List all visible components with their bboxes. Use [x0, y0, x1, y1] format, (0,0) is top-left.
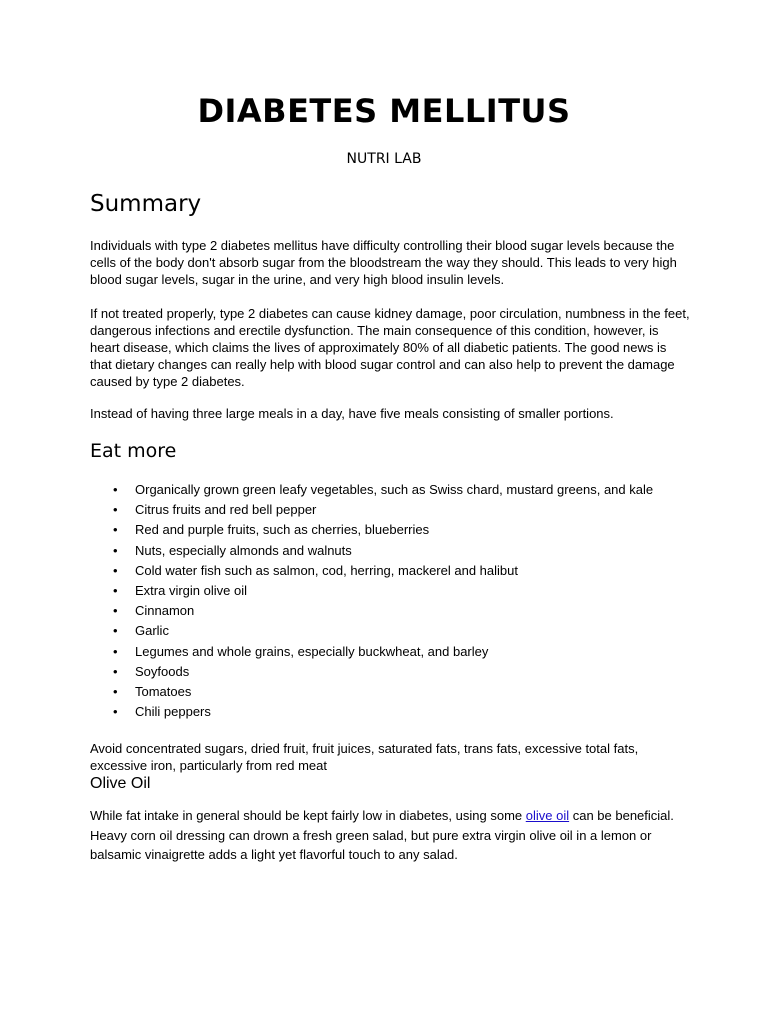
bullet-icon: • — [113, 704, 118, 720]
list-item-text: Organically grown green leafy vegetables, such as Swiss chard, mustard greens, and kale — [135, 482, 654, 497]
eat-more-heading: Eat more — [90, 440, 177, 462]
olive-oil-text-after: can be beneficial. Heavy corn oil dressing can drown a fresh green salad, but pure extra virgin olive oil in a lemon or balsamic vinaigrette adds a light yet flavorful touch to any salad. — [90, 808, 674, 862]
list-item-text: Tomatoes — [135, 683, 192, 699]
summary-paragraph-2: If not treated properly, type 2 diabetes can cause kidney damage, poor circulation, numbness in the feet, dangerous infections and erectile dysfunction. The main consequence of this condition, however, is heart disease, which claims the lives of approximately 80% of all diabetic patients. The good news is that dietary changes can really help with blood sugar control and can also help to prevent the damage caused by type 2 diabetes. — [90, 306, 690, 389]
bullet-icon: • — [113, 643, 118, 659]
document-subtitle: NUTRI LAB — [346, 151, 422, 167]
document-title: DIABETES MELLITUS — [197, 92, 571, 130]
list-item — [90, 583, 690, 599]
list-item-text: Nuts, especially almonds and walnuts — [135, 542, 352, 558]
list-item — [90, 644, 690, 660]
olive-oil-text-before: While fat intake in general should be kept fairly low in diabetes, using some — [90, 808, 526, 823]
summary-paragraph-1: Individuals with type 2 diabetes mellitus have difficulty controlling their blood sugar levels because the cells of the body don't absorb sugar from the bloodstream the way they should. This leads to very high blood sugar levels, sugar in the urine, and very high blood insulin levels. — [90, 238, 677, 287]
bullet-icon: • — [113, 482, 118, 497]
list-item-text: Garlic — [135, 623, 169, 639]
olive-oil-paragraph — [90, 806, 690, 865]
avoid-text: Avoid concentrated sugars, dried fruit, fruit juices, saturated fats, trans fats, excessive total fats, excessive iron, particularly from red meat — [90, 741, 639, 773]
list-item — [90, 563, 690, 579]
list-item-text: Red and purple fruits, such as cherries, blueberries — [135, 522, 430, 538]
list-item — [90, 502, 690, 518]
list-item-text: Cinnamon — [135, 603, 195, 619]
bullet-icon: • — [113, 562, 118, 578]
list-item-text: Citrus fruits and red bell pepper — [135, 502, 317, 518]
list-item-text: Chili peppers — [135, 704, 211, 720]
bullet-icon: • — [113, 683, 118, 699]
summary-paragraph-3: Instead of having three large meals in a day, have five meals consisting of smaller portions. — [90, 406, 614, 421]
bullet-icon: • — [113, 603, 118, 619]
eat-more-list — [90, 482, 690, 724]
list-item-text: Cold water fish such as salmon, cod, herring, mackerel and halibut — [135, 562, 518, 578]
bullet-icon: • — [113, 582, 118, 598]
olive-oil-heading: Olive Oil — [90, 775, 151, 792]
list-item — [90, 482, 690, 498]
list-item — [90, 522, 690, 538]
list-item — [90, 603, 690, 619]
summary-heading: Summary — [90, 191, 202, 217]
list-item — [90, 684, 690, 700]
bullet-icon: • — [113, 623, 118, 639]
list-item — [90, 664, 690, 680]
list-item — [90, 543, 690, 559]
bullet-icon: • — [113, 522, 118, 538]
list-item-text: Soyfoods — [135, 663, 190, 679]
olive-oil-link[interactable]: olive oil — [525, 808, 570, 823]
list-item — [90, 623, 690, 639]
list-item-text: Legumes and whole grains, especially buckwheat, and barley — [135, 643, 489, 659]
list-item-text: Extra virgin olive oil — [135, 582, 247, 598]
bullet-icon: • — [113, 502, 118, 518]
bullet-icon: • — [113, 542, 118, 558]
bullet-icon: • — [113, 663, 118, 679]
list-item — [90, 704, 690, 720]
